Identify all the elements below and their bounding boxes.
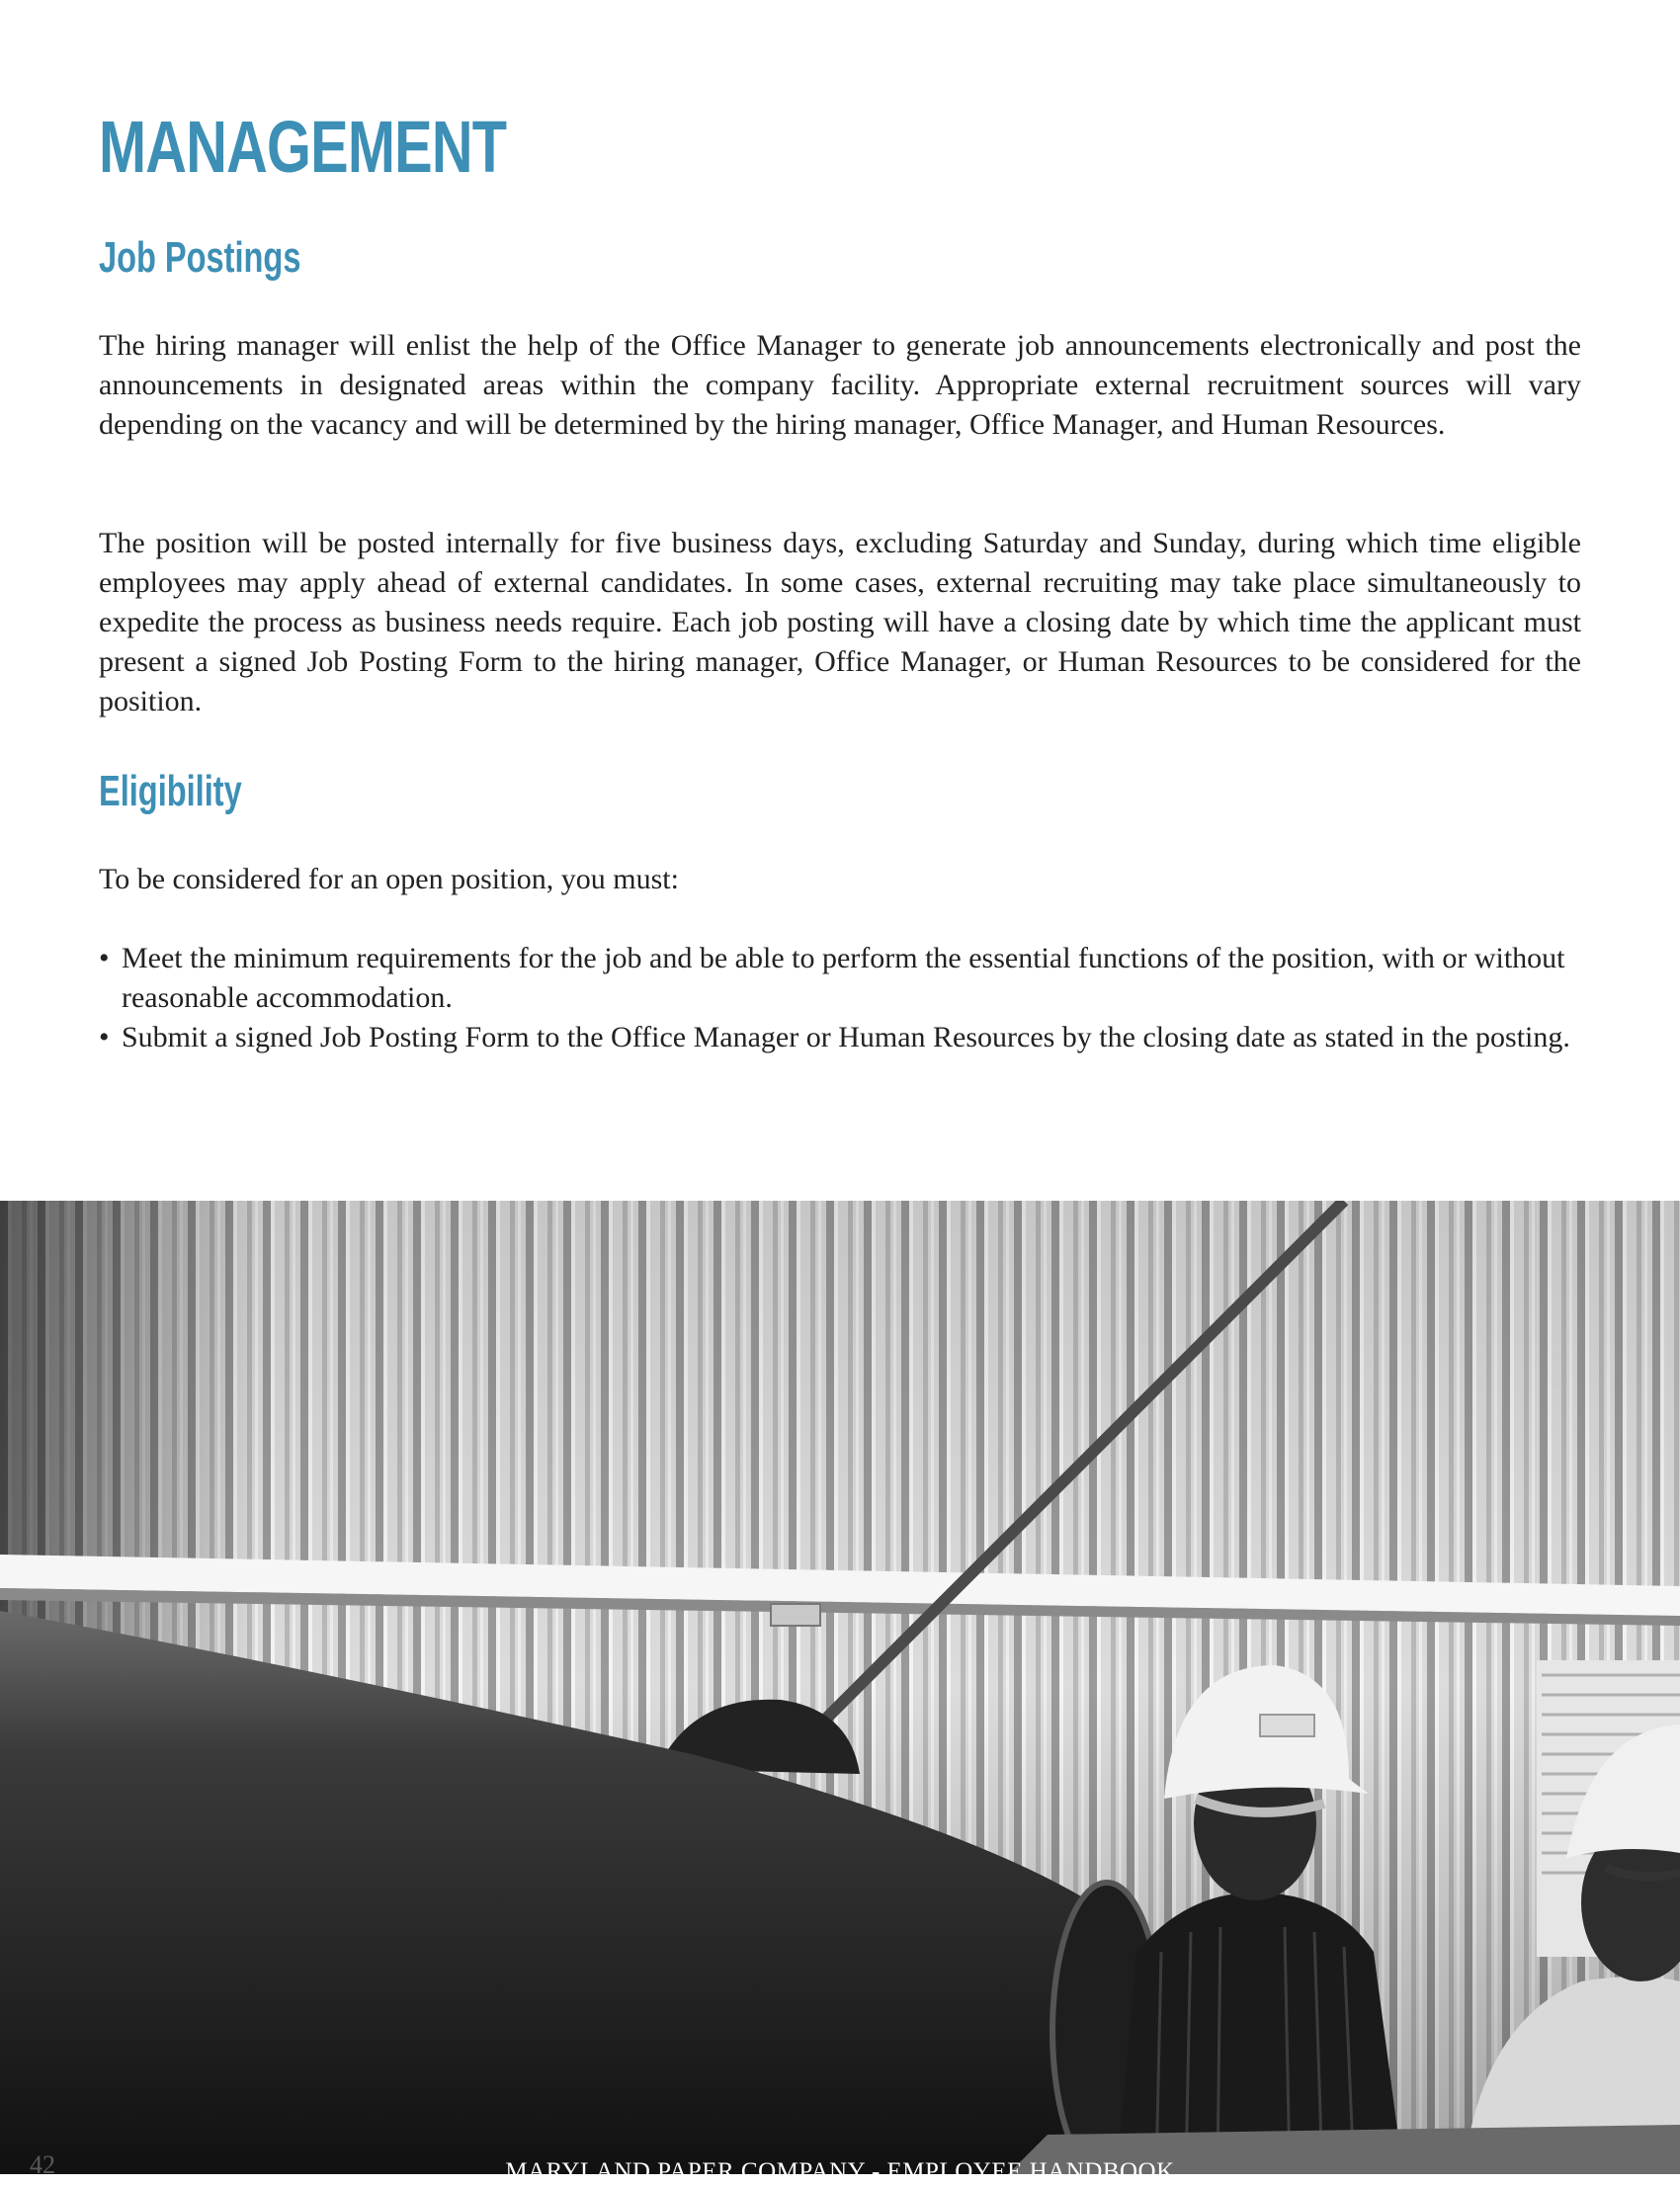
job-postings-paragraph-2: The position will be posted internally for five business days, excluding Saturday and Sunday, during which time eligible employees may apply ahead of external candidates. In some cases, external recruiting may take place simultaneously to expedite the process as business needs require. Each job posting will have a closing date by which time the applicant must present a signed Job Posting Form to the hiring manager, Office Manager, or Human Resources to be considered for the position. bbox=[99, 527, 1581, 717]
footer-title: MARYLAND PAPER COMPANY - EMPLOYEE HANDBOOK bbox=[505, 2158, 1175, 2185]
page-title: MANAGEMENT bbox=[99, 106, 507, 188]
eligibility-heading: Eligibility bbox=[99, 767, 242, 815]
eligibility-intro: To be considered for an open position, you must: bbox=[99, 863, 679, 895]
photo-illustration bbox=[0, 1201, 1680, 2174]
list-item-text: Submit a signed Job Posting Form to the Office Manager or Human Resources by the closing date as stated in the posting. bbox=[122, 1021, 1570, 1053]
factory-workers-photo bbox=[0, 1201, 1680, 2174]
job-postings-heading: Job Postings bbox=[99, 233, 301, 282]
bullet-icon: • bbox=[99, 942, 110, 974]
eligibility-list bbox=[99, 939, 1581, 1057]
list-item bbox=[99, 1018, 1581, 1057]
bullet-icon: • bbox=[99, 1021, 110, 1053]
page-number: 42 bbox=[30, 2150, 55, 2179]
list-item-text: Meet the minimum requirements for the job and be able to perform the essential functions of the position, with or without reasonable accommodation. bbox=[122, 942, 1565, 1014]
list-item bbox=[99, 939, 1581, 1018]
job-postings-paragraph-1: The hiring manager will enlist the help of the Office Manager to generate job announcements electronically and post the announcements in designated areas within the company facility. Appropriate external recruitment sources will vary depending on the vacancy and will be determined by the hiring manager, Office Manager, and Human Resources. bbox=[99, 329, 1581, 441]
